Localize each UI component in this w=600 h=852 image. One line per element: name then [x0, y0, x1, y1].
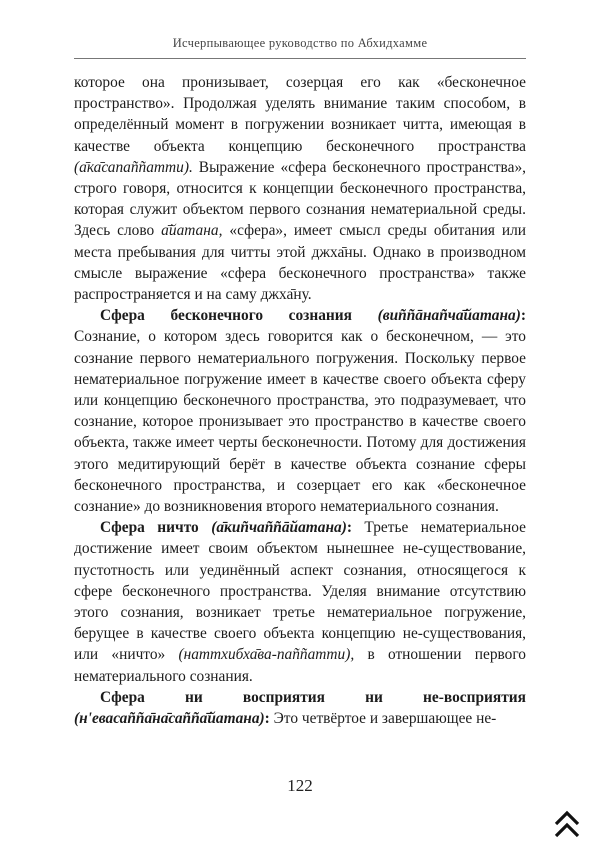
paragraph-text: Третье нематериальное достижение имеет своим объектом нынешнее не-существование, пустотность или уединённый аспект сознания, относящегося к сфере бесконечного пространства. Уделяя внимание отсутствию этого сознания, возникает третье нематериальное погружение, берущее в качестве своего объекта концепцию не-существования, или «ничто»: [74, 519, 527, 664]
pali-term: (а̄киñчаññāйатана): [211, 519, 347, 537]
pali-term: (виññāнañча̄йатана): [377, 307, 521, 325]
section-heading: Сфера ни восприятия ни не-восприятия: [100, 688, 526, 706]
section-heading: Сфера ничто: [100, 519, 212, 537]
double-chevron-up-icon[interactable]: [552, 808, 582, 840]
heading-colon: :: [346, 519, 352, 537]
heading-colon: :: [520, 307, 526, 325]
heading-colon: :: [264, 710, 270, 728]
section-heading: Сфера бесконечного сознания: [100, 307, 378, 325]
paragraph-text: Сознание, о котором здесь говорится как о бесконечном, — это сознание первого нематериального погружения. Поскольку первое нематериальное погружение имеет в качестве своего объекта сферу или концепцию бесконечного пространства, это подразумевает, что сознание, которое пронизывает это пространство в качестве своего объекта, также имеет черты бесконечности. Потому для достижения этого медитирующий берёт в качестве объекта сознание сферы бесконечного пространства, и созерцает его как «бесконечное сознание» до возникновения второго нематериального сознания.: [74, 328, 526, 516]
paragraph-text: которое она пронизывает, созерцая его как «бесконечное пространство». Продолжая уделять внимание таким способом, в определённый момент в погружении возникает читта, имеющая в качестве объекта концепцию бесконечного пространства: [74, 74, 526, 155]
pali-term: (н'евасаññа̄на̄саññа̄йатана): [74, 710, 265, 728]
paragraph-text: Это четвёртое и завершающее не-: [269, 710, 497, 728]
paragraph-neither-perception: [74, 687, 526, 729]
pali-term: (наттхибха̄ва-паññатти),: [178, 646, 355, 664]
header-rule: [74, 58, 526, 59]
page-body: [74, 72, 526, 729]
paragraph-text: «сфера», имеет смысл среды обитания или места пребывания для читты этой джха̄ны. Однако в производном смысле выражение «сфера бесконечного пространства» также распространяется и на саму джха̄ну.: [74, 222, 526, 304]
paragraph-text: Выражение «сфера бесконечного пространства», строго говоря, относится к концепции бесконечного пространства, которая служит объектом первого сознания нематериальной среды. Здесь слово: [74, 158, 526, 240]
page-number: 122: [287, 776, 313, 795]
pali-term: а̄йатана,: [161, 222, 223, 240]
paragraph-infinite-consciousness: [74, 305, 526, 517]
running-header: Исчерпывающее руководство по Абхидхамме: [172, 36, 428, 50]
paragraph-continuation: [74, 72, 526, 305]
pali-term: (а̄ка̄сапаññатти).: [74, 158, 193, 176]
paragraph-nothingness: [74, 517, 526, 687]
paragraph-text: в отношении первого нематериального сознания.: [74, 646, 526, 685]
